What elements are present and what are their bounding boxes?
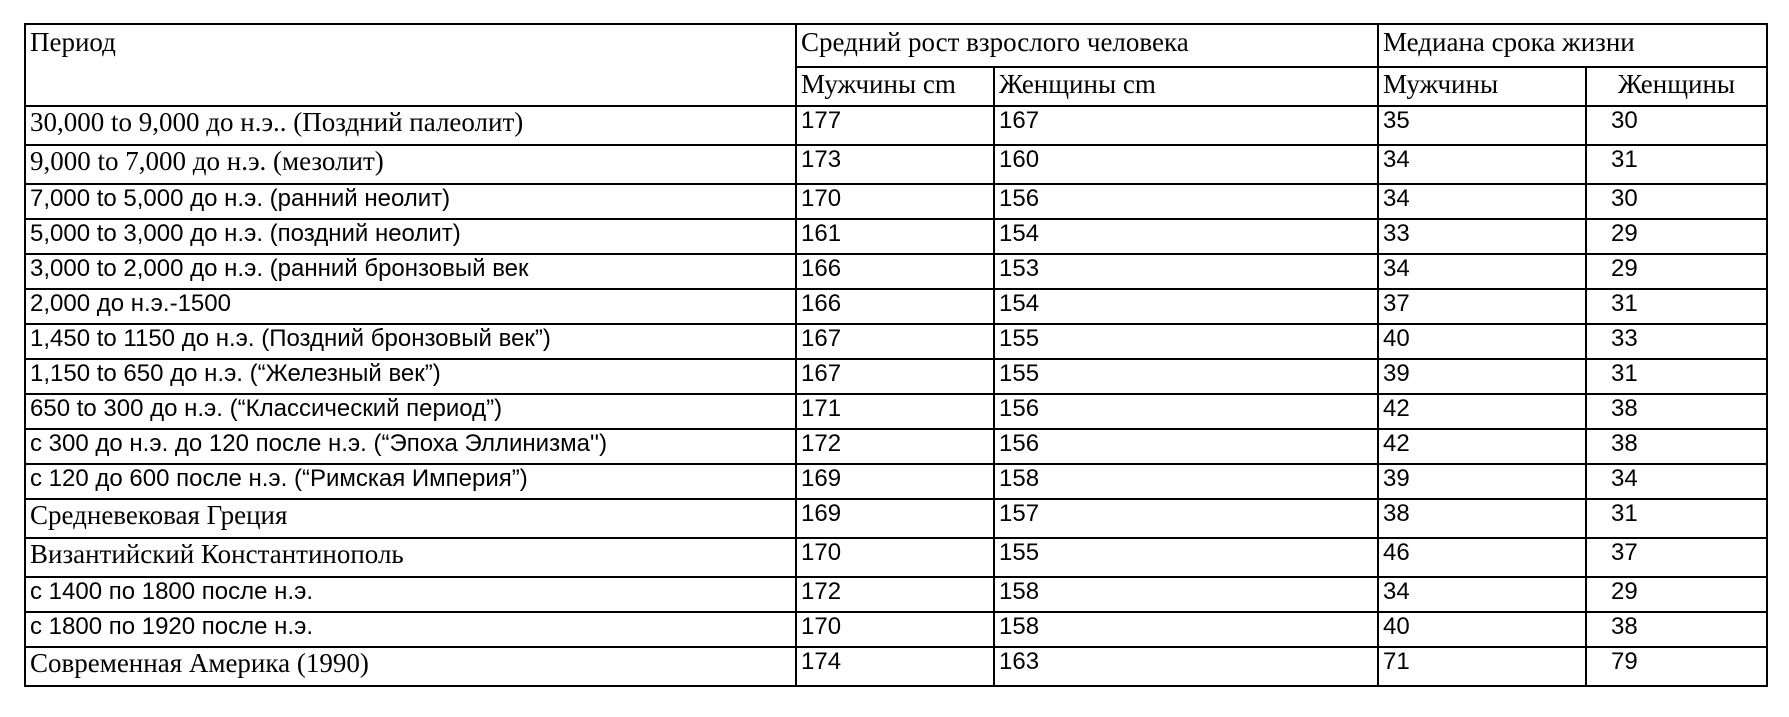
header-row-top (25, 24, 1767, 67)
cell-height-men: 177 (796, 106, 994, 145)
cell-height-women: 167 (994, 106, 1378, 145)
cell-lifespan-men: 39 (1378, 359, 1586, 394)
table-row (25, 219, 1767, 254)
cell-period: с 1800 по 1920 после н.э. (25, 612, 796, 647)
cell-lifespan-women: 37 (1586, 538, 1767, 577)
header-height-women: Женщины cm (994, 67, 1378, 106)
cell-lifespan-women: 31 (1586, 359, 1767, 394)
header-lifespan-women: Женщины (1586, 67, 1767, 106)
cell-height-men: 166 (796, 254, 994, 289)
cell-height-women: 158 (994, 464, 1378, 499)
cell-period: 2,000 до н.э.-1500 (25, 289, 796, 324)
cell-height-women: 156 (994, 184, 1378, 219)
cell-lifespan-women: 79 (1586, 647, 1767, 686)
cell-lifespan-men: 71 (1378, 647, 1586, 686)
table-row (25, 289, 1767, 324)
cell-lifespan-women: 33 (1586, 324, 1767, 359)
cell-lifespan-men: 34 (1378, 145, 1586, 184)
cell-height-men: 172 (796, 429, 994, 464)
cell-lifespan-men: 39 (1378, 464, 1586, 499)
cell-lifespan-women: 30 (1586, 106, 1767, 145)
cell-height-women: 156 (994, 394, 1378, 429)
cell-height-women: 156 (994, 429, 1378, 464)
table-row (25, 394, 1767, 429)
cell-height-women: 155 (994, 538, 1378, 577)
table-row (25, 499, 1767, 538)
cell-period: Современная Америка (1990) (25, 647, 796, 686)
cell-lifespan-women: 29 (1586, 577, 1767, 612)
cell-lifespan-men: 38 (1378, 499, 1586, 538)
cell-period: Средневековая Греция (25, 499, 796, 538)
cell-height-men: 173 (796, 145, 994, 184)
cell-height-men: 169 (796, 499, 994, 538)
cell-lifespan-men: 34 (1378, 184, 1586, 219)
cell-period: Византийский Константинополь (25, 538, 796, 577)
cell-height-women: 157 (994, 499, 1378, 538)
cell-period: 1,450 to 1150 до н.э. (Поздний бронзовый век”) (25, 324, 796, 359)
cell-height-men: 174 (796, 647, 994, 686)
cell-period: 7,000 to 5,000 до н.э. (ранний неолит) (25, 184, 796, 219)
cell-lifespan-women: 30 (1586, 184, 1767, 219)
header-lifespan-men: Мужчины (1378, 67, 1586, 106)
cell-lifespan-men: 42 (1378, 429, 1586, 464)
table-row (25, 429, 1767, 464)
cell-height-men: 170 (796, 184, 994, 219)
cell-period: с 120 до 600 после н.э. (“Римская Империя”) (25, 464, 796, 499)
table-row (25, 612, 1767, 647)
cell-height-women: 155 (994, 359, 1378, 394)
cell-height-men: 169 (796, 464, 994, 499)
header-average-height: Средний рост взрослого человека (796, 24, 1378, 67)
cell-lifespan-women: 29 (1586, 254, 1767, 289)
cell-lifespan-women: 29 (1586, 219, 1767, 254)
cell-height-men: 167 (796, 324, 994, 359)
cell-lifespan-men: 33 (1378, 219, 1586, 254)
cell-lifespan-men: 35 (1378, 106, 1586, 145)
table-row (25, 359, 1767, 394)
header-median-lifespan: Медиана срока жизни (1378, 24, 1767, 67)
table-row (25, 184, 1767, 219)
cell-height-women: 153 (994, 254, 1378, 289)
cell-lifespan-men: 40 (1378, 612, 1586, 647)
table-row (25, 324, 1767, 359)
table-row (25, 577, 1767, 612)
cell-period: 1,150 to 650 до н.э. (“Железный век”) (25, 359, 796, 394)
cell-height-women: 160 (994, 145, 1378, 184)
table-row (25, 538, 1767, 577)
cell-period: с 300 до н.э. до 120 после н.э. (“Эпоха Эллинизма'') (25, 429, 796, 464)
cell-height-men: 166 (796, 289, 994, 324)
cell-height-men: 170 (796, 612, 994, 647)
cell-lifespan-men: 34 (1378, 254, 1586, 289)
table-row (25, 145, 1767, 184)
cell-period: с 1400 по 1800 после н.э. (25, 577, 796, 612)
cell-lifespan-men: 42 (1378, 394, 1586, 429)
cell-height-women: 154 (994, 219, 1378, 254)
cell-lifespan-men: 34 (1378, 577, 1586, 612)
cell-height-women: 155 (994, 324, 1378, 359)
cell-lifespan-men: 37 (1378, 289, 1586, 324)
table-row (25, 254, 1767, 289)
cell-period: 30,000 to 9,000 до н.э.. (Поздний палеолит) (25, 106, 796, 145)
cell-height-women: 154 (994, 289, 1378, 324)
cell-lifespan-women: 38 (1586, 394, 1767, 429)
height-lifespan-table (24, 23, 1768, 687)
cell-height-women: 158 (994, 577, 1378, 612)
cell-lifespan-men: 46 (1378, 538, 1586, 577)
cell-lifespan-women: 38 (1586, 612, 1767, 647)
cell-height-men: 172 (796, 577, 994, 612)
header-period: Период (25, 24, 796, 106)
cell-height-men: 170 (796, 538, 994, 577)
cell-lifespan-women: 31 (1586, 145, 1767, 184)
cell-height-men: 167 (796, 359, 994, 394)
cell-lifespan-women: 31 (1586, 289, 1767, 324)
cell-height-women: 158 (994, 612, 1378, 647)
cell-lifespan-women: 31 (1586, 499, 1767, 538)
cell-period: 3,000 to 2,000 до н.э. (ранний бронзовый век (25, 254, 796, 289)
cell-height-men: 171 (796, 394, 994, 429)
cell-height-men: 161 (796, 219, 994, 254)
table-row (25, 464, 1767, 499)
table-row (25, 647, 1767, 686)
cell-lifespan-men: 40 (1378, 324, 1586, 359)
cell-period: 5,000 to 3,000 до н.э. (поздний неолит) (25, 219, 796, 254)
cell-height-women: 163 (994, 647, 1378, 686)
cell-lifespan-women: 34 (1586, 464, 1767, 499)
cell-period: 650 to 300 до н.э. (“Классический период”) (25, 394, 796, 429)
header-height-men: Мужчины cm (796, 67, 994, 106)
cell-lifespan-women: 38 (1586, 429, 1767, 464)
table-row (25, 106, 1767, 145)
cell-period: 9,000 to 7,000 до н.э. (мезолит) (25, 145, 796, 184)
